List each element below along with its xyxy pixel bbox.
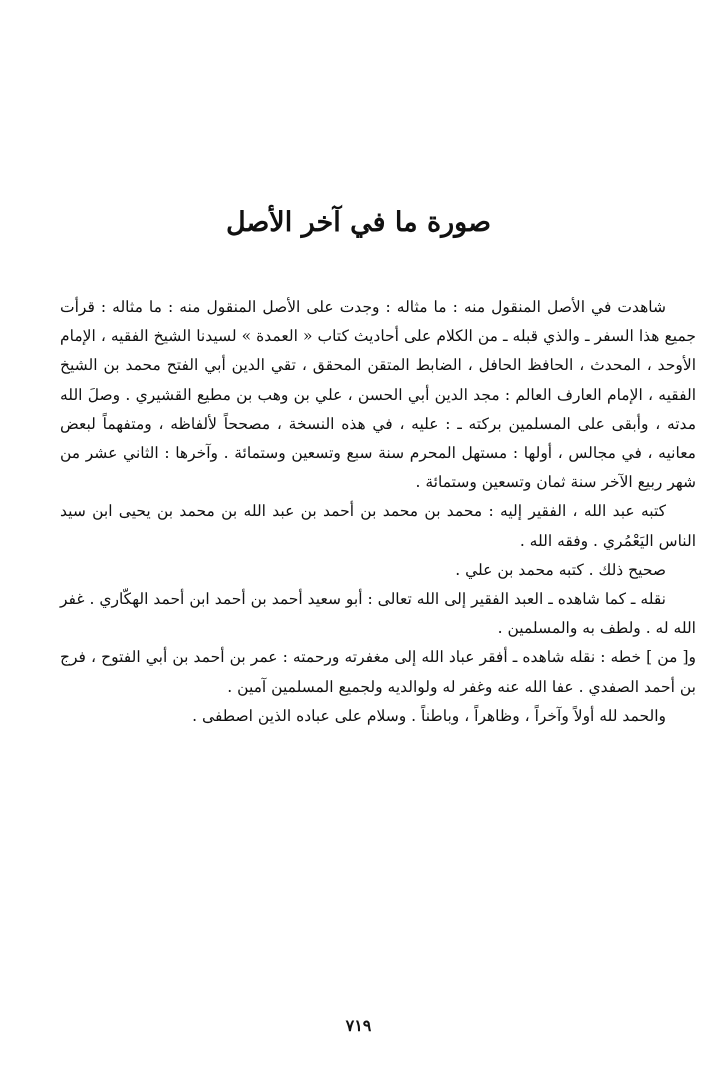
paragraph-second-copyist: و[ من ] خطه : نقله شاهده ـ أفقر عباد الله إلى مغفرته ورحمته : عمر بن أحمد بن أبي الفتوح ، فرج بن أحمد الصفدي . عفا الله عنه وغفر له ولوالديه ولجميع المسلمين آمين . [60, 648, 696, 696]
paragraph-verification: صحيح ذلك . كتبه محمد بن علي . [455, 560, 666, 579]
body-text [60, 293, 696, 731]
paragraph-scribe-note: كتبه عبد الله ، الفقير إليه : محمد بن محمد بن أحمد بن عبد الله بن محمد بن يحيى ابن سيد الناس اليَعْمُري . وفقه الله . [60, 502, 696, 550]
paragraph-closing: والحمد لله أولاً وآخراً ، وظاهراً ، وباطناً . وسلام على عباده الذين اصطفى . [192, 706, 666, 725]
paragraph-colophon: شاهدت في الأصل المنقول منه : ما مثاله : وجدت على الأصل المنقول منه : ما مثاله : قرأت جميع هذا السفر ـ والذي قبله ـ من الكلام على أحاديث كتاب « العمدة » لسيدنا الشيخ الفقيه ، الإمام الأوحد ، المحدث ، الحافظ الحافل ، الضابط المتقن المحقق ، تقي الدين أبي الفتح محمد بن الشيخ الفقيه ، الإمام العارف العالم : مجد الدين أبي الحسن ، علي بن وهب بن مطيع القشيري . وصلَ الله مدته ، وأبقى على المسلمين بركته ـ : عليه ، في هذه النسخة ، مصححاً لألفاظه ، ومتفهماً لبعض معانيه ، في مجالس ، أولها : مستهل المحرم سنة سبع وتسعين وستمائة . وآخرها : الثاني عشر من شهر ربيع الآخر سنة ثمان وتسعين وستمائة . [60, 298, 697, 492]
paragraph-copyist-note: نقله ـ كما شاهده ـ العبد الفقير إلى الله تعالى : أبو سعيد أحمد بن أحمد ابن أحمد الهكّاري . غفر الله له . ولطف به والمسلمين . [60, 590, 696, 638]
page-number: ٧١٩ [345, 1016, 372, 1035]
page-title: صورة ما في آخر الأصل [225, 207, 492, 238]
